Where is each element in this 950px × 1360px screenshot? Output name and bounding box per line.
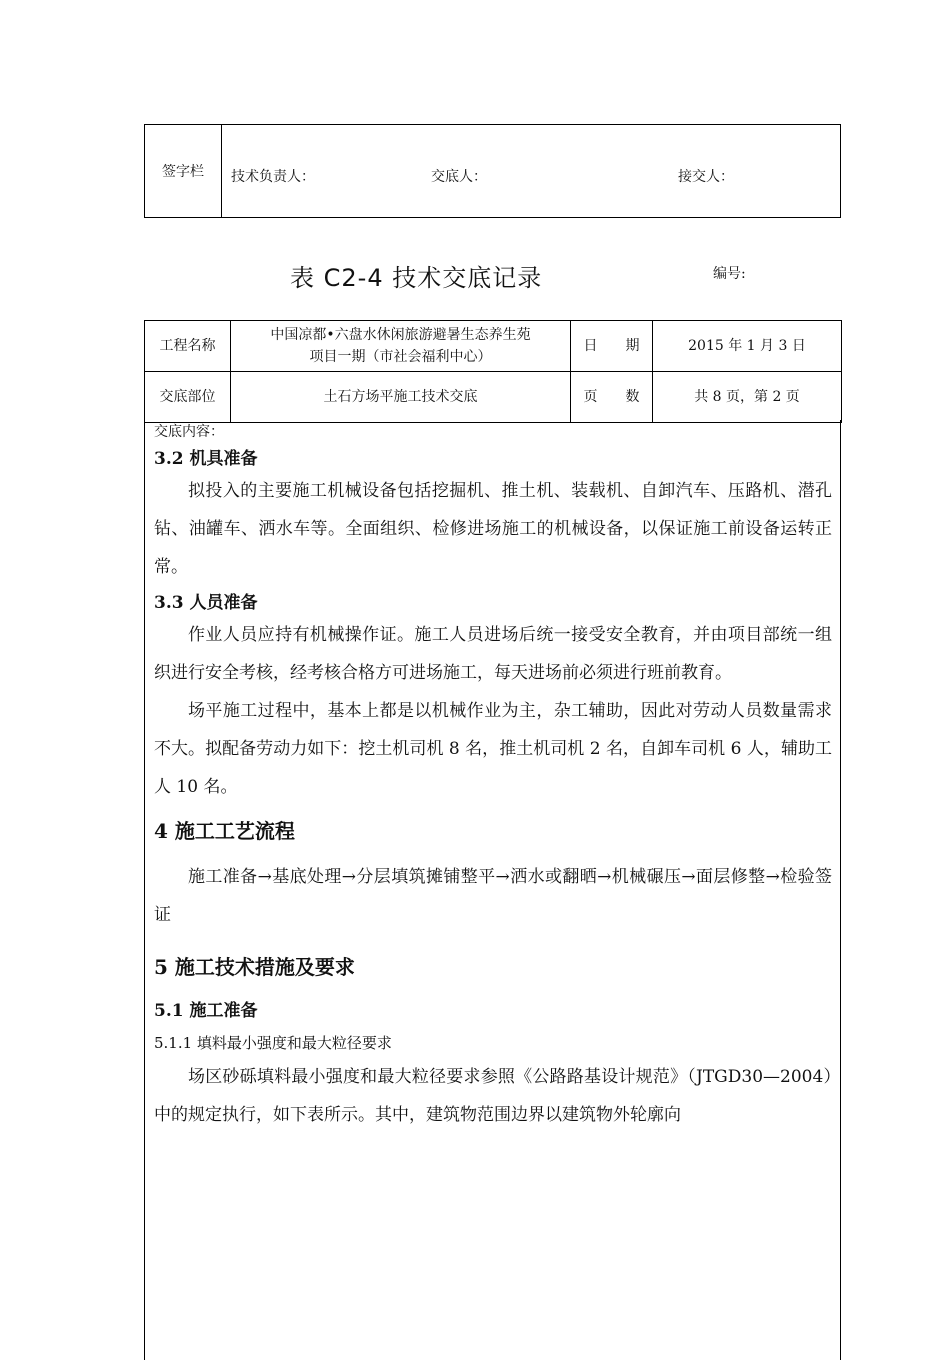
pages-value: 共 8 页，第 2 页 <box>653 372 842 423</box>
section-3-3-paragraph-1: 作业人员应持有机械操作证。施工人员进场后统一接受安全教育，并由项目部统一组织进行安全考核，经考核合格方可进场施工，每天进场前必须进行班前教育。 <box>154 625 832 683</box>
handover-by-field: 交底人： <box>431 169 487 185</box>
pages-label: 页 数 <box>571 372 653 423</box>
content-box <box>144 420 841 1360</box>
document-title: 表 C2-4 技术交底记录 <box>290 264 543 292</box>
project-name-line1: 中国凉都•六盘水休闲旅游避暑生态养生苑 <box>270 327 531 343</box>
project-name-line2: 项目一期（市社会福利中心） <box>309 349 492 365</box>
section-4-paragraph: 施工准备→基底处理→分层填筑摊铺整平→洒水或翻晒→机械碾压→面层修整→检验签证 <box>154 867 832 925</box>
section-4-title: 4 施工工艺流程 <box>154 819 295 843</box>
section-5-1-1-title: 5.1.1 填料最小强度和最大粒径要求 <box>154 1034 392 1052</box>
info-table <box>144 320 842 423</box>
signature-label: 签字栏 <box>145 125 222 217</box>
part-label: 交底部位 <box>145 372 231 423</box>
signature-box <box>144 124 841 218</box>
content-body <box>154 422 832 1134</box>
section-3-3-paragraph-2: 场平施工过程中，基本上都是以机械作业为主，杂工辅助，因此对劳动人员数量需求不大。拟配备劳动力如下：挖土机司机 8 名，推土机司机 2 名，自卸车司机 6 人，辅助工人 10 名。 <box>154 701 832 797</box>
project-name-value <box>231 321 571 372</box>
document-number-label: 编号: <box>713 266 746 282</box>
section-5-title: 5 施工技术措施及要求 <box>154 955 355 979</box>
received-by-field: 接交人： <box>678 169 734 185</box>
section-3-3-title: 3.3 人员准备 <box>154 593 258 613</box>
section-3-2-paragraph: 拟投入的主要施工机械设备包括挖掘机、推土机、装载机、自卸汽车、压路机、潜孔钻、油罐车、洒水车等。全面组织、检修进场施工的机械设备，以保证施工前设备运转正常。 <box>154 481 832 577</box>
section-5-1-1-paragraph: 场区砂砾填料最小强度和最大粒径要求参照《公路路基设计规范》（JTGD30—2004）中的规定执行，如下表所示。其中，建筑物范围边界以建筑物外轮廓向 <box>154 1067 832 1125</box>
section-3-2-title: 3.2 机具准备 <box>154 449 258 469</box>
date-label: 日 期 <box>571 321 653 372</box>
project-name-label: 工程名称 <box>145 321 231 372</box>
content-label: 交底内容： <box>154 424 224 440</box>
tech-lead-field: 技术负责人： <box>231 169 315 185</box>
date-value: 2015 年 1 月 3 日 <box>653 321 842 372</box>
section-5-1-title: 5.1 施工准备 <box>154 1001 258 1021</box>
table-row <box>145 321 842 372</box>
part-value: 土石方场平施工技术交底 <box>231 372 571 423</box>
table-row <box>145 372 842 423</box>
